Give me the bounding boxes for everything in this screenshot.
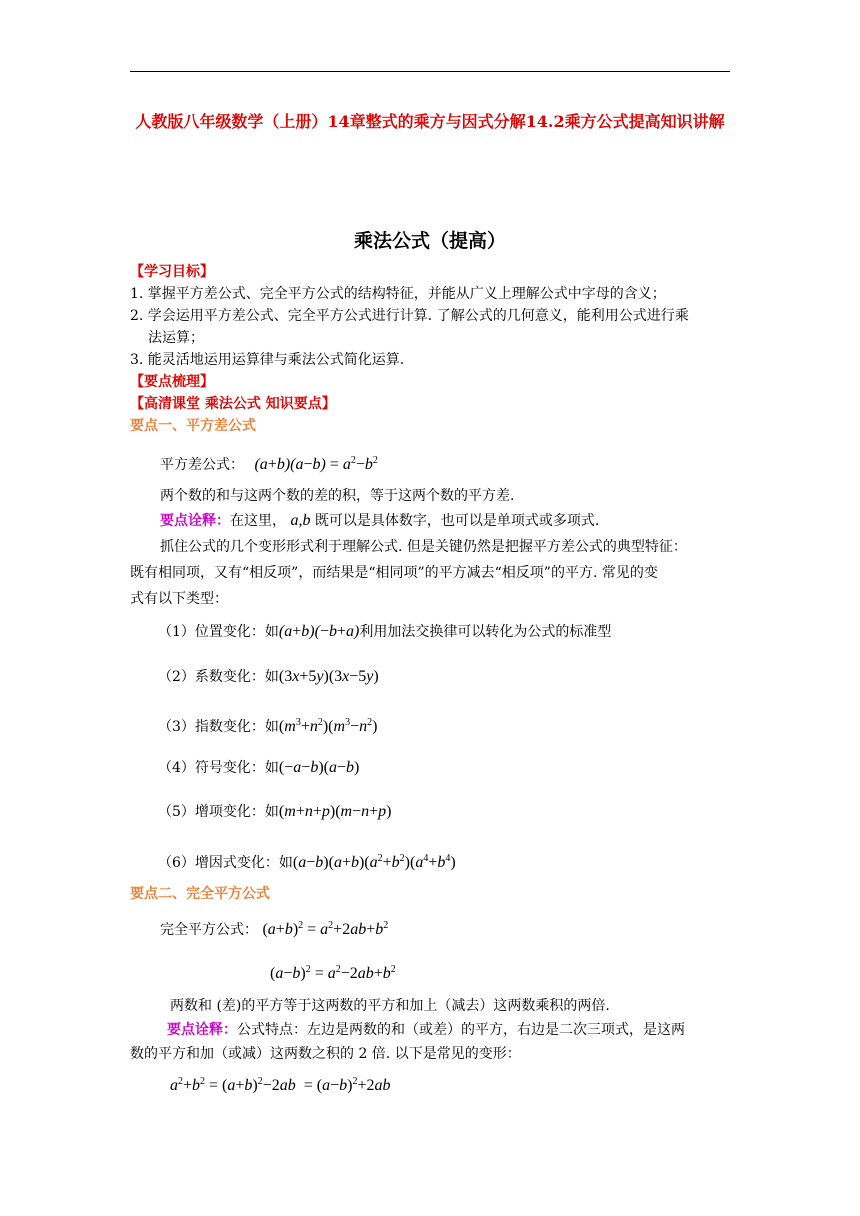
variant-item [158,849,456,873]
point1-note-pre: 在这里， [230,513,286,529]
variant-label: （2）系数变化：如 [158,669,279,685]
document-title: 人教版八年级数学（上册）14章整式的乘方与因式分解14.2乘方公式提高知识讲解 [135,112,725,131]
point2-note-label: 要点诠释： [167,1022,237,1038]
point1-description: 两个数的和与这两个数的差的积，等于这两个数的平方差. [160,488,515,504]
point2-description: 两数和 (差)的平方等于这两数的平方和加上（减去）这两数乘积的两倍. [170,998,610,1014]
point2-heading: 要点二、完全平方公式 [130,886,270,902]
point1-paragraph-line-3: 式有以下类型： [130,591,228,607]
variant-label: （3）指数变化：如 [158,719,279,735]
variant-expression: (3x+5y)(3x−5y) [278,668,379,685]
point1-paragraph-line-2: 既有相同项，又有“相反项”，而结果是“相同项”的平方减去“相反项”的平方. 常见的变 [130,565,658,581]
objective-item-2: 2. 学会运用平方差公式、完全平方公式进行计算. 了解公式的几何意义，能利用公式进行乘 [130,308,689,324]
point2-transform-line [170,1072,391,1096]
course-heading: 【高清课堂 乘法公式 知识要点】 [130,396,336,412]
point2-formula-2: $(a-b)^2 = a^2-2ab+b^2$ [270,964,396,982]
variant-item [158,667,379,687]
variant-label: （1）位置变化：如 [158,624,279,640]
objective-item-3: 3. 能灵活地运用运算律与乘法公式简化运算. [130,352,405,368]
point2-transform: $a^2+b^2 = (a+b)^2-2ab = (a-b)^2+2ab$ [170,1076,391,1094]
summary-heading: 【要点梳理】 [130,374,214,390]
point1-formula-label: 平方差公式： [160,457,244,473]
variant-expression: (m+n+p)(m−n+p) [278,803,392,820]
variant-item [158,802,391,822]
variant-item [158,622,611,642]
point2-formula-label: 完全平方公式： [160,922,258,938]
point2-formula-1: $(a+b)^2 = a^2+2ab+b^2$ [262,920,389,938]
variant-label: （4）符号变化：如 [158,760,279,776]
variant-item [158,713,377,737]
point2-formula-line-1 [160,916,388,940]
variant-expression: (a+b)(−b+a) [278,623,360,640]
point1-note-post: 既可以是具体数字，也可以是单项式或多项式. [314,513,600,529]
section-title: 乘法公式（提高） [353,230,506,252]
variant-expression: $(m^3+n^2)(m^3-n^2)$ [278,717,378,735]
objective-item-1: 1. 掌握平方差公式、完全平方公式的结构特征，并能从广义上理解公式中字母的含义； [130,286,666,302]
point1-paragraph-line-1: 抓住公式的几个变形形式利于理解公式. 但是关键仍然是把握平方差公式的典型特征： [160,539,687,555]
variant-expression: (−a−b)(a−b) [278,759,360,776]
point1-note-vars: a,b [290,512,311,529]
variant-label: （6）增因式变化：如 [158,855,293,871]
objective-item-2-cont: 法运算； [148,330,204,346]
variant-suffix: 利用加法交换律可以转化为公式的标准型 [359,624,612,640]
point1-heading: 要点一、平方差公式 [130,418,256,434]
objectives-heading: 【学习目标】 [130,264,214,280]
point2-note-text: 公式特点：左边是两数的和（或差）的平方，右边是二次三项式，是这两 [237,1022,685,1038]
point2-note-line-2: 数的平方和加（或减）这两数之积的 2 倍. 以下是常见的变形： [130,1046,521,1062]
variant-item [158,758,359,778]
point1-note-label: 要点诠释： [160,513,230,529]
variant-expression: $(a-b)(a+b)(a^2+b^2)(a^4+b^4)$ [292,853,456,871]
point1-note [160,511,599,531]
header-rule [130,71,730,72]
point1-formula: $(a+b)(a-b) = a^2-b^2$ [254,455,378,473]
point2-note-line-1 [167,1020,685,1040]
point2-formula-line-2 [270,960,396,984]
point1-formula-line [160,451,378,475]
variant-label: （5）增项变化：如 [158,804,279,820]
